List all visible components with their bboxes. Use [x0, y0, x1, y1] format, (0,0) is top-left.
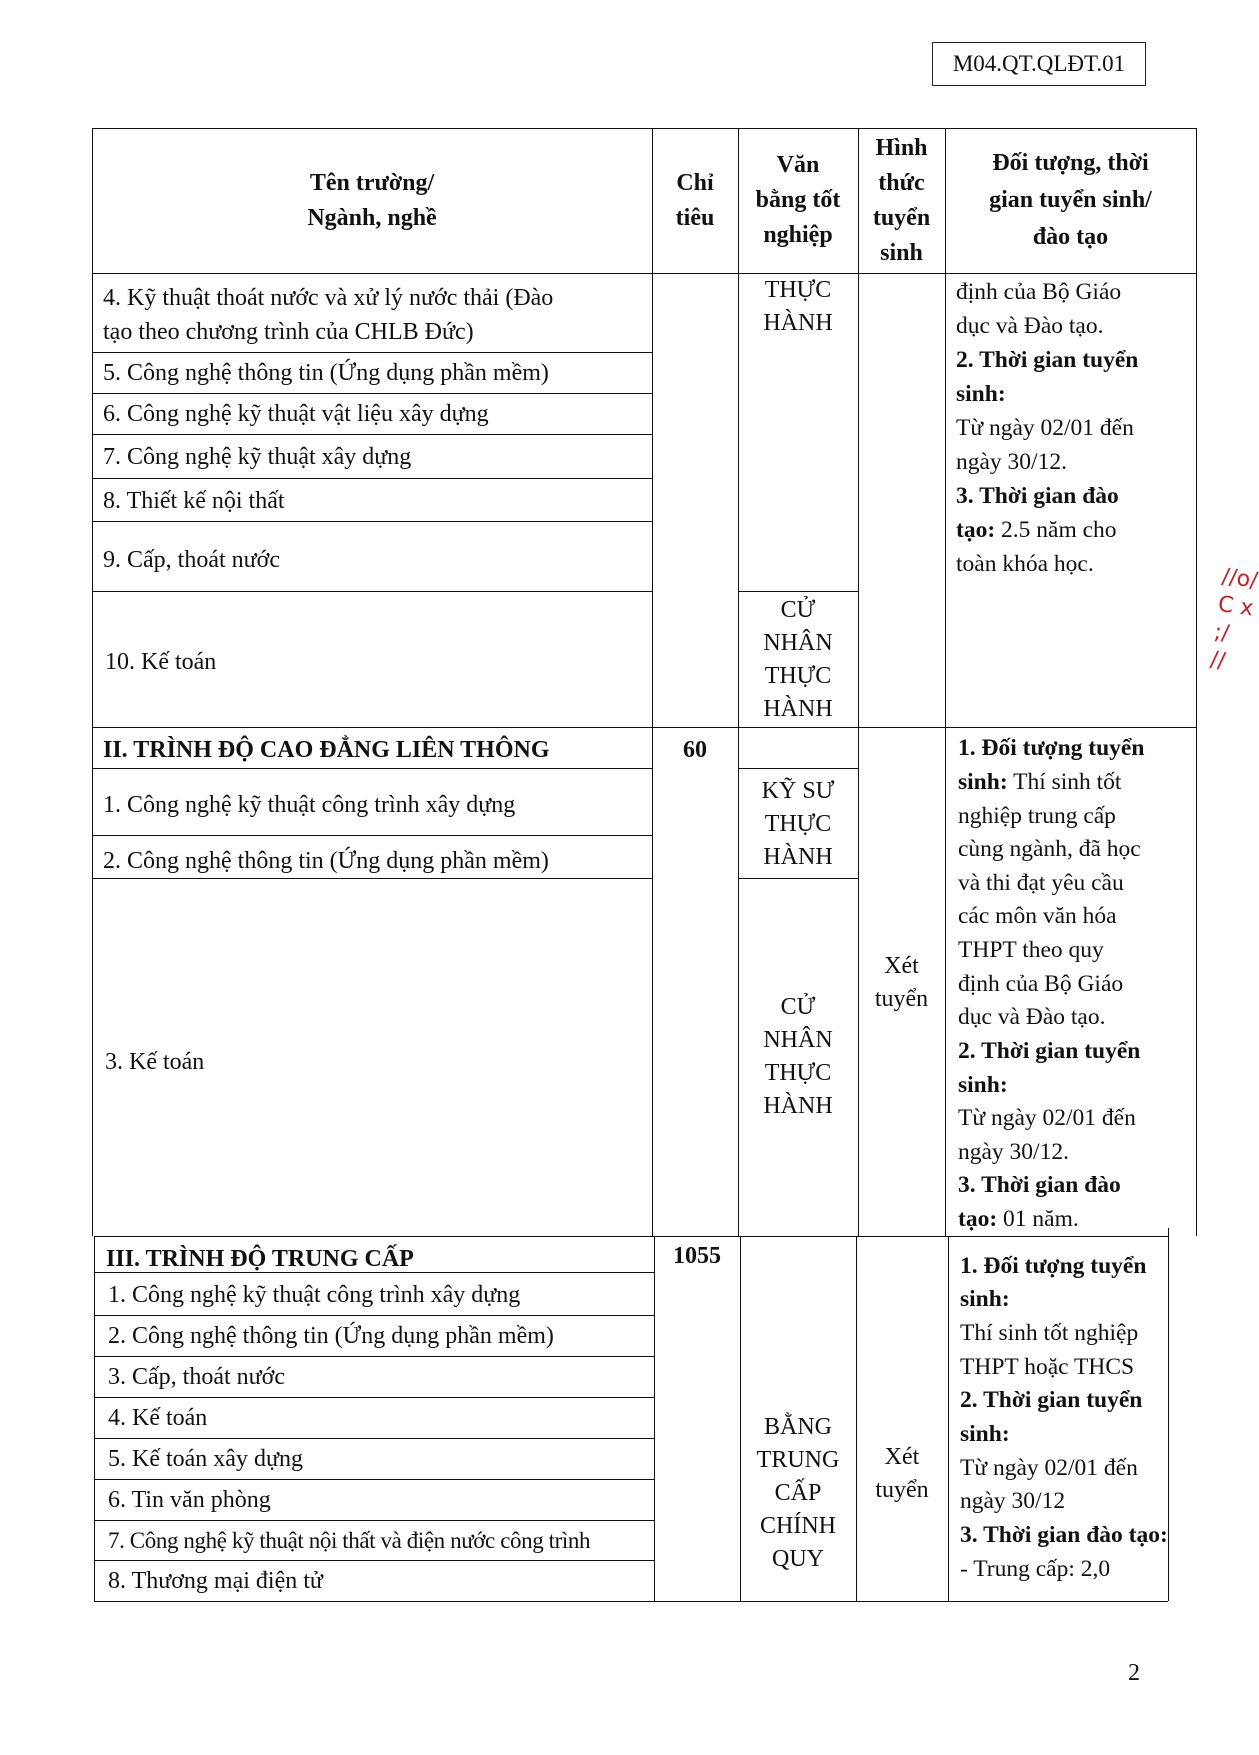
table-row: 6. Tin văn phòng [108, 1487, 271, 1513]
table-row: 5. Kế toán xây dựng [108, 1446, 303, 1472]
table-row: 8. Thương mại điện tử [108, 1568, 323, 1594]
admission-method: Xét tuyển [875, 1444, 929, 1503]
table-row: 5. Công nghệ thông tin (Ứng dụng phần mềm) [103, 360, 549, 386]
table-row: 8. Thiết kế nội thất [103, 488, 285, 514]
table-row: 4. Kế toán [108, 1405, 208, 1431]
admission-method: Xét tuyển [874, 953, 929, 1012]
quota-value: 1055 [673, 1243, 721, 1269]
section-title: II. TRÌNH ĐỘ CAO ĐẲNG LIÊN THÔNG [103, 737, 550, 763]
page-number: 2 [1128, 1660, 1140, 1686]
degree-practice: THỰC HÀNH [763, 277, 833, 336]
degree-bachelor-practice: CỬ NHÂN THỰC HÀNH [763, 994, 833, 1119]
header-target-time: Đối tượng, thời gian tuyển sinh/ đào tạo [989, 150, 1152, 250]
table-row: 7. Công nghệ kỹ thuật xây dựng [103, 444, 412, 470]
quota-value: 60 [683, 737, 707, 763]
table-row: 3. Cấp, thoát nước [108, 1364, 285, 1390]
section-title: III. TRÌNH ĐỘ TRUNG CẤP [106, 1246, 414, 1272]
table-row: 9. Cấp, thoát nước [103, 547, 280, 573]
header-quota: Chỉ tiêu [675, 169, 715, 231]
table-row: tạo theo chương trình của CHLB Đức) [103, 319, 474, 345]
table-row: 6. Công nghệ kỹ thuật vật liệu xây dựng [103, 401, 489, 427]
table-row: 7. Công nghệ kỹ thuật nội thất và điện nước công trình [108, 1528, 591, 1553]
table-row: 4. Kỹ thuật thoát nước và xử lý nước thải (Đào [103, 285, 554, 311]
table-row: 3. Kế toán [105, 1049, 205, 1075]
table-row: 1. Công nghệ kỹ thuật công trình xây dựng [103, 792, 516, 818]
header-school-major: Tên trường/ Ngành, nghề [307, 169, 437, 231]
header-degree: Văn bằng tốt nghiệp [755, 152, 841, 248]
degree-intermediate: BẰNG TRUNG CẤP CHÍNH QUY [756, 1413, 840, 1572]
table-row: 1. Công nghệ kỹ thuật công trình xây dựng [108, 1282, 521, 1308]
red-stamp-fragment: //o/ C x ;/ // [1208, 564, 1259, 675]
degree-engineer-practice: KỸ SƯ THỰC HÀNH [761, 777, 835, 870]
table-row: 2. Công nghệ thông tin (Ứng dụng phần mềm) [103, 848, 549, 874]
table-row: 2. Công nghệ thông tin (Ứng dụng phần mềm) [108, 1323, 554, 1349]
table-row: 10. Kế toán [105, 649, 217, 675]
document-code: M04.QT.QLĐT.01 [932, 42, 1146, 86]
header-admission-method: Hình thức tuyển sinh [872, 134, 931, 266]
degree-bachelor-practice: CỬ NHÂN THỰC HÀNH [763, 597, 833, 722]
